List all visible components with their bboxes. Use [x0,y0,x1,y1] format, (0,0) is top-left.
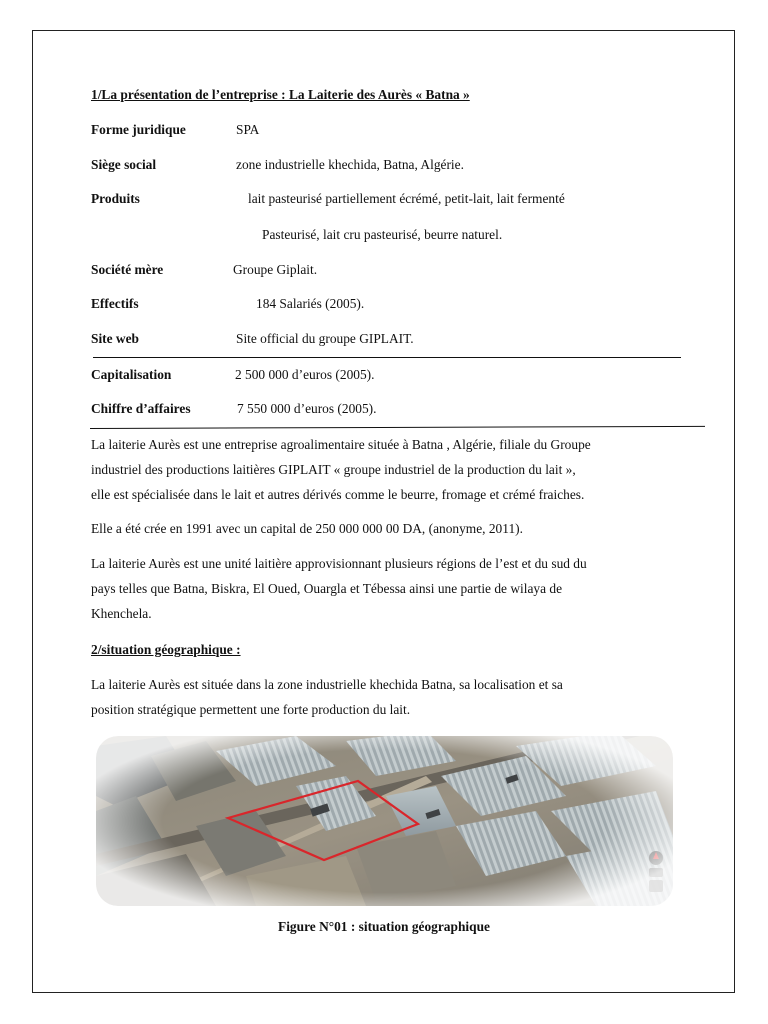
paragraph-line: industriel des productions laitières GIPLAIT « groupe industriel de la production du lait », [91,462,576,477]
paragraph-line: Khenchela. [91,606,152,621]
value-siege-social: zone industrielle khechida, Batna, Algérie. [236,157,464,172]
label-site-web: Site web [91,331,139,346]
label-societe-mere: Société mère [91,262,164,277]
value-chiffre-affaires: 7 550 000 d’euros (2005). [237,401,377,416]
label-capitalisation: Capitalisation [91,367,172,382]
aerial-map-photo [96,736,673,906]
map-3d-toggle-icon [649,868,663,877]
paragraph-line: La laiterie Aurès est une unité laitière approvisionnant plusieurs régions de l’est et du sud du [91,556,587,571]
paragraph-presentation [91,432,681,507]
value-effectifs: 184 Salariés (2005). [256,296,365,311]
section-2-heading: 2/situation géographique : [91,642,241,657]
paragraph-line: La laiterie Aurès est une entreprise agroalimentaire située à Batna , Algérie, filiale du Groupe [91,437,591,452]
label-forme-juridique: Forme juridique [91,122,186,137]
paragraph-line: position stratégique permettent une forte production du lait. [91,702,411,717]
paragraph-regions [91,551,681,626]
paragraph-line: Elle a été crée en 1991 avec un capital de 250 000 000 00 DA, (anonyme, 2011). [91,521,523,536]
section-1-heading: 1/La présentation de l’entreprise : La Laiterie des Aurès « Batna » [91,87,470,102]
label-produits: Produits [91,191,140,206]
value-capitalisation: 2 500 000 d’euros (2005). [235,367,375,382]
paragraph-creation [91,516,681,541]
value-produits-line1: lait pasteurisé partiellement écrémé, petit-lait, lait fermenté [248,191,565,206]
label-chiffre-affaires: Chiffre d’affaires [91,401,191,416]
map-zoom-icon [649,880,663,892]
paragraph-line: La laiterie Aurès est située dans la zone industrielle khechida Batna, sa localisation et sa [91,677,563,692]
value-forme-juridique: SPA [236,122,260,137]
paragraph-localisation [91,672,681,722]
value-site-web: Site official du groupe GIPLAIT. [236,331,414,346]
figure-caption: Figure N°01 : situation géographique [278,919,490,934]
paragraph-line: elle est spécialisée dans le lait et autres dérivés comme le beurre, fromage et crémé fraiches. [91,487,585,502]
value-produits-line2: Pasteurisé, lait cru pasteurisé, beurre naturel. [262,227,503,242]
divider-rule-top [93,357,681,358]
value-societe-mere: Groupe Giplait. [233,262,318,277]
label-siege-social: Siège social [91,157,157,172]
paragraph-line: pays telles que Batna, Biskra, El Oued, Ouargla et Tébessa ainsi une partie de wilaya de [91,581,563,596]
label-effectifs: Effectifs [91,296,139,311]
